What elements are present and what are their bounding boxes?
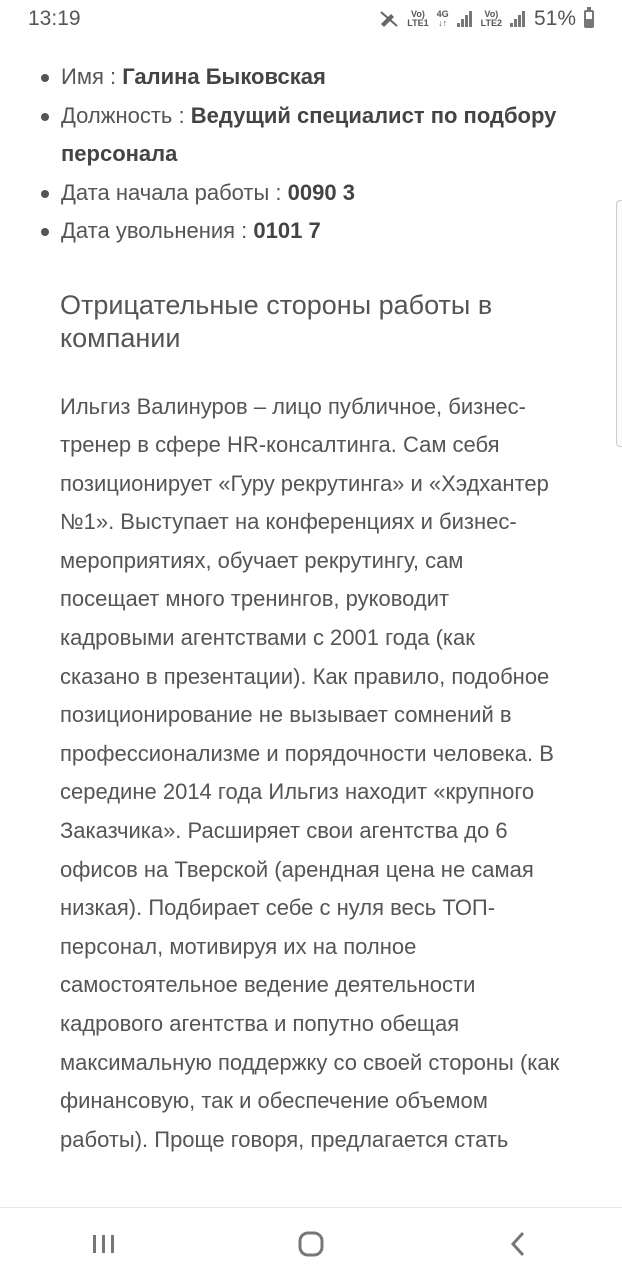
home-button[interactable] — [281, 1214, 341, 1274]
scroll-handle[interactable] — [616, 200, 622, 447]
network-4g-indicator: 4G ↓↑ — [436, 9, 449, 28]
volte1-indicator: Vo) LTE1 — [407, 9, 429, 28]
article-content — [60, 58, 560, 1159]
volte2-indicator: Vo) LTE2 — [480, 9, 502, 28]
info-item-position: Должность : Ведущий специалист по подбору персонала — [0, 97, 560, 174]
back-icon — [508, 1230, 528, 1258]
signal-icon — [457, 11, 473, 27]
status-bar — [0, 0, 622, 38]
mute-icon — [379, 10, 399, 28]
section-title: Отрицательные стороны работы в компании — [60, 289, 493, 353]
info-item-name: Имя : Галина Быковская — [0, 58, 560, 97]
info-item-end-date: Дата увольнения : 0101 7 — [0, 212, 560, 251]
info-item-start-date: Дата начала работы : 0090 3 — [0, 174, 560, 213]
battery-icon — [584, 10, 594, 28]
navigation-bar — [0, 1207, 622, 1280]
home-icon — [297, 1230, 325, 1258]
recents-button[interactable] — [74, 1214, 134, 1274]
status-time: 13:19 — [28, 7, 81, 30]
status-icons — [379, 7, 594, 31]
back-button[interactable] — [488, 1214, 548, 1274]
signal-icon — [510, 11, 526, 27]
battery-percent: 51% — [533, 7, 576, 30]
article-paragraph: Ильгиз Валинуров – лицо публичное, бизнес-тренер в сфере HR-консалтинга. Сам себя позиционирует «Гуру рекрутинга» и «Хэдхантер №1». Выступает на конференциях и бизнес-мероприятиях, обучает рекрутингу, сам посещает много тренингов, руководит кадровыми агентствами с 2001 года (как сказано в презентации). Как правило, подобное позиционирование не вызывает сомнений в профессионализме и порядочности человека. В середине 2014 года Ильгиз находит «крупного Заказчика». Расширяет свои агентства до 6 офисов на Тверской (арендная цена не самая низкая). Подбирает себе с нуля весь ТОП-персонал, мотивируя их на полное самостоятельное ведение деятельности кадрового агентства и попутно обещая максимальную поддержку со своей стороны (как финансовую, так и обеспечение объемом работы). Проще говоря, предлагается стать — [60, 393, 560, 1152]
employee-info-list — [60, 58, 560, 251]
recents-icon — [91, 1232, 117, 1256]
